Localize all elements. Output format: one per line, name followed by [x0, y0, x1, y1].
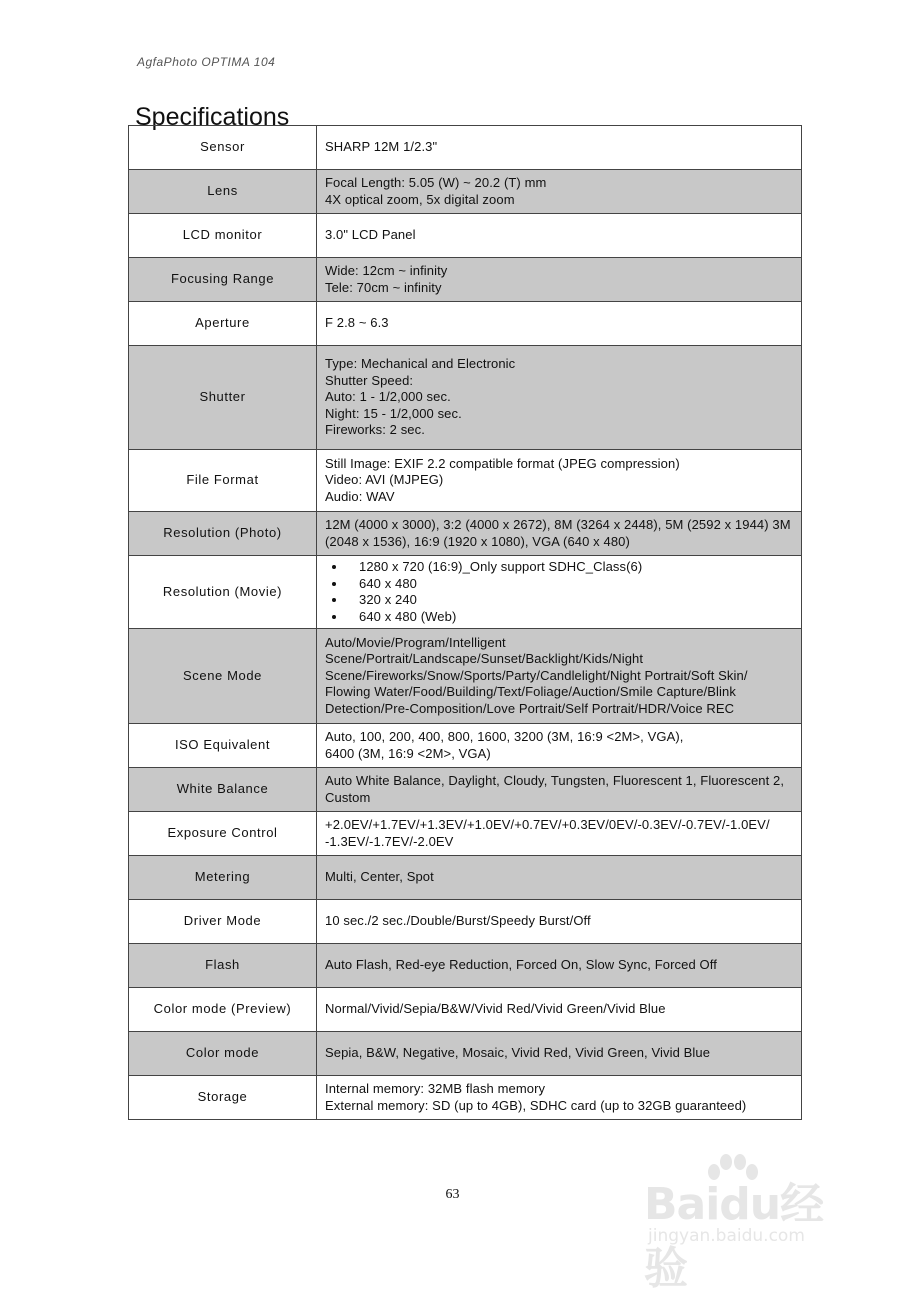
spec-value: [317, 1076, 802, 1120]
spec-value: [317, 450, 802, 512]
spec-value-line: 4X optical zoom, 5x digital zoom: [325, 191, 515, 207]
page-title: Specifications: [135, 102, 290, 131]
spec-row: [129, 1032, 802, 1076]
spec-value-line: SHARP 12M 1/2.3": [325, 139, 438, 155]
spec-value-line: Multi, Center, Spot: [325, 869, 434, 885]
spec-label: Aperture: [129, 302, 317, 346]
spec-row: [129, 629, 802, 724]
spec-row: [129, 900, 802, 944]
spec-value-line: Auto, 100, 200, 400, 800, 1600, 3200 (3M, 16:9 <2M>, VGA),: [325, 729, 684, 744]
spec-value: [317, 302, 802, 346]
spec-label: Resolution (Photo): [129, 512, 317, 556]
spec-label: Flash: [129, 944, 317, 988]
spec-value-line: Internal memory: 32MB flash memory: [325, 1081, 546, 1096]
spec-label: Focusing Range: [129, 258, 317, 302]
spec-value-line: Night: 15 - 1/2,000 sec.: [325, 405, 462, 421]
spec-row: [129, 856, 802, 900]
spec-value-line: Auto: 1 - 1/2,000 sec.: [325, 389, 451, 405]
spec-value: [317, 629, 802, 724]
spec-value-line: Fireworks: 2 sec.: [325, 422, 425, 438]
spec-label: Color mode: [129, 1032, 317, 1076]
document-header: AgfaPhoto OPTIMA 104: [137, 55, 276, 69]
spec-value-line: Video: AVI (MJPEG): [325, 472, 444, 488]
spec-value: [317, 768, 802, 812]
spec-value: [317, 258, 802, 302]
spec-value: [317, 1032, 802, 1076]
spec-row: [129, 768, 802, 812]
spec-label: Exposure Control: [129, 812, 317, 856]
spec-value: [317, 856, 802, 900]
spec-row: [129, 258, 802, 302]
spec-label: Sensor: [129, 126, 317, 170]
spec-value: [317, 346, 802, 450]
spec-bullet-item: • 320 x 240: [347, 592, 793, 609]
spec-row: [129, 724, 802, 768]
spec-row: [129, 812, 802, 856]
spec-value-line: F 2.8 ~ 6.3: [325, 315, 389, 331]
spec-value-line: 12M (4000 x 3000), 3:2 (4000 x 2672), 8M (3264 x 2448), 5M (2592 x 1944) 3M (2048 x 1536), 16:9 (1920 x 1080), VGA (640 x 480): [325, 517, 791, 549]
spec-value-line: Focal Length: 5.05 (W) ~ 20.2 (T) mm: [325, 175, 547, 190]
spec-value-line: Auto/Movie/Program/Intelligent Scene/Portrait/Landscape/Sunset/Backlight/Kids/Night Scene/Fireworks/Snow/Sports/Party/Candlelight/Night Portrait/Soft Skin/ Flowing Water/Food/Building/Text/Foliage/Auction/Smile Capture/Blink Detection/Pre-Composition/Love Portrait/Self Portrait/HDR/Voice REC: [325, 634, 748, 716]
spec-row: [129, 170, 802, 214]
specifications-table-body: [129, 126, 802, 1120]
spec-value: [317, 944, 802, 988]
spec-value-line: Sepia, B&W, Negative, Mosaic, Vivid Red, Vivid Green, Vivid Blue: [325, 1045, 711, 1061]
specifications-table: [128, 125, 802, 1120]
spec-value: [317, 988, 802, 1032]
spec-value: [317, 812, 802, 856]
page-number: 63: [445, 1187, 460, 1202]
spec-bullet-list: [325, 559, 793, 625]
spec-label: LCD monitor: [129, 214, 317, 258]
spec-value: [317, 126, 802, 170]
spec-value-line: 6400 (3M, 16:9 <2M>, VGA): [325, 745, 491, 761]
spec-row: [129, 512, 802, 556]
spec-label: File Format: [129, 450, 317, 512]
spec-row: [129, 988, 802, 1032]
spec-row: [129, 302, 802, 346]
spec-value-line: Type: Mechanical and Electronic: [325, 356, 516, 372]
spec-value: [317, 170, 802, 214]
spec-bullet-item: • 640 x 480 (Web): [347, 609, 793, 626]
spec-value: [317, 512, 802, 556]
spec-label: Color mode (Preview): [129, 988, 317, 1032]
spec-label: Storage: [129, 1076, 317, 1120]
spec-label: ISO Equivalent: [129, 724, 317, 768]
spec-value-line: External memory: SD (up to 4GB), SDHC card (up to 32GB guaranteed): [325, 1097, 747, 1113]
spec-row: [129, 1076, 802, 1120]
spec-label: Driver Mode: [129, 900, 317, 944]
spec-value: [317, 214, 802, 258]
spec-label: Resolution (Movie): [129, 556, 317, 629]
spec-row: [129, 126, 802, 170]
spec-value-line: Tele: 70cm ~ infinity: [325, 279, 442, 295]
spec-row: [129, 944, 802, 988]
spec-value: [317, 556, 802, 629]
spec-value-line: Still Image: EXIF 2.2 compatible format (JPEG compression): [325, 455, 680, 471]
spec-value-line: +2.0EV/+1.7EV/+1.3EV/+1.0EV/+0.7EV/+0.3EV/0EV/-0.3EV/-0.7EV/-1.0EV/ -1.3EV/-1.7EV/-2.0EV: [325, 817, 770, 849]
baidu-watermark: [640, 1150, 860, 1294]
spec-value-line: Normal/Vivid/Sepia/B&W/Vivid Red/Vivid Green/Vivid Blue: [325, 1001, 666, 1017]
spec-value-line: Audio: WAV: [325, 488, 395, 504]
spec-value: [317, 900, 802, 944]
spec-row: [129, 346, 802, 450]
spec-label: Metering: [129, 856, 317, 900]
spec-row: [129, 556, 802, 629]
spec-label: Scene Mode: [129, 629, 317, 724]
spec-label: Lens: [129, 170, 317, 214]
spec-label: Shutter: [129, 346, 317, 450]
spec-value-line: 10 sec./2 sec./Double/Burst/Speedy Burst/Off: [325, 913, 591, 929]
spec-bullet-item: • 1280 x 720 (16:9)_Only support SDHC_Class(6): [347, 559, 793, 576]
spec-value-line: Auto White Balance, Daylight, Cloudy, Tungsten, Fluorescent 1, Fluorescent 2, Custom: [325, 773, 785, 805]
spec-value: [317, 724, 802, 768]
spec-label: White Balance: [129, 768, 317, 812]
spec-row: [129, 450, 802, 512]
watermark-logo-text: Baidu经验: [644, 1179, 824, 1294]
spec-value-line: Wide: 12cm ~ infinity: [325, 263, 448, 278]
spec-value-line: 3.0" LCD Panel: [325, 227, 416, 243]
spec-row: [129, 214, 802, 258]
watermark-url: jingyan.baidu.com: [648, 1226, 805, 1246]
spec-value-line: Shutter Speed:: [325, 372, 414, 388]
spec-value-line: Auto Flash, Red-eye Reduction, Forced On, Slow Sync, Forced Off: [325, 957, 717, 973]
spec-bullet-item: • 640 x 480: [347, 576, 793, 593]
